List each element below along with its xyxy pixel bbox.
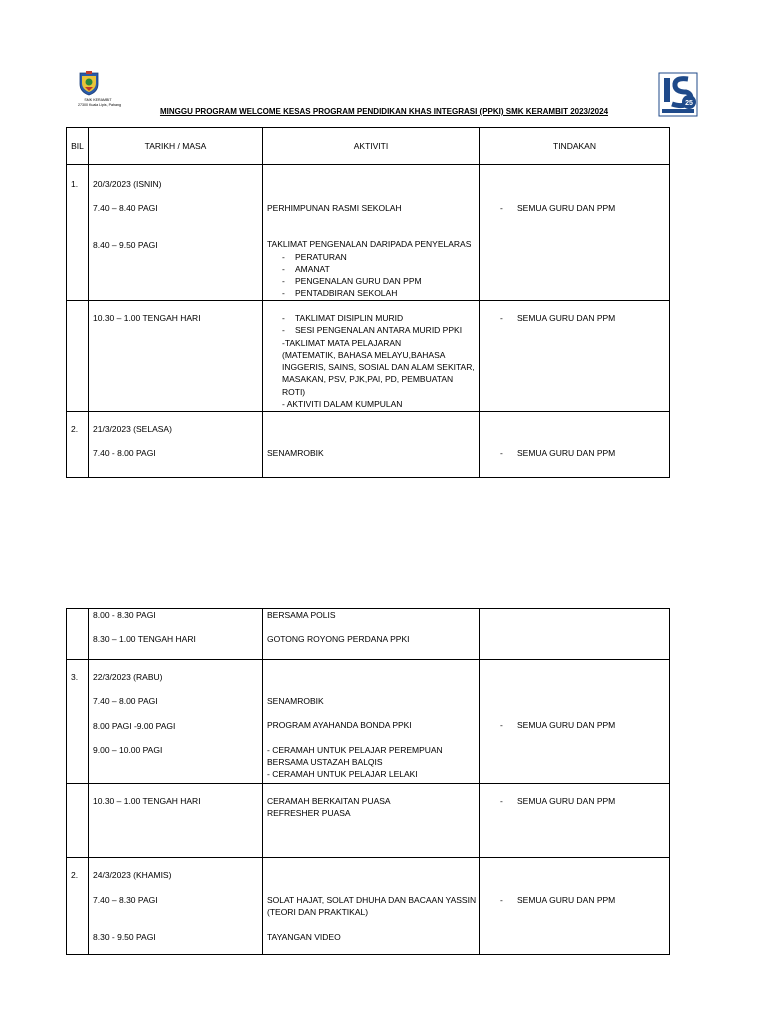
activity-text: GOTONG ROYONG PERDANA PPKI — [267, 634, 410, 645]
time-slot: 8.00 - 8.30 PAGI — [93, 610, 156, 620]
row-date: 22/3/2023 (RABU) — [93, 672, 163, 682]
activity-text: SOLAT HAJAT, SOLAT DHUHA DAN BACAAN YASSIN — [267, 895, 477, 905]
activity-item: - TAKLIMAT DISIPLIN MURID — [263, 312, 479, 324]
crest-caption-1: SMK KERAMBIT — [84, 98, 112, 102]
document-title: MINGGU PROGRAM WELCOME KESAS PROGRAM PENDIDIKAN KHAS INTEGRASI (PPKI) SMK KERAMBIT 2023/2024 — [159, 107, 609, 116]
logo-badge-text: 25 — [685, 100, 693, 107]
schedule-table-1 — [66, 127, 670, 478]
row-bil: 1. — [71, 179, 79, 189]
activity-text: TAYANGAN VIDEO — [267, 931, 341, 942]
action-text: - SEMUA GURU DAN PPM — [500, 796, 616, 806]
activity-text: MASAKAN, PSV, PJK,PAI, PD, PEMBUATAN — [282, 374, 454, 385]
table-row — [67, 660, 670, 784]
activity-text: - AKTIVITI DALAM KUMPULAN — [282, 399, 403, 410]
activity-item: - SESI PENGENALAN ANTARA MURID PPKI — [263, 324, 479, 336]
time-slot: 10.30 – 1.00 TENGAH HARI — [93, 796, 201, 806]
activity-item: - PENGENALAN GURU DAN PPM — [263, 275, 479, 287]
table-row — [67, 412, 670, 478]
activity-text: -TAKLIMAT MATA PELAJARAN — [282, 337, 402, 348]
col-header-aktiviti: AKTIVITI — [263, 128, 480, 165]
school-crest-icon — [78, 70, 100, 96]
activity-text: TAKLIMAT PENGENALAN DARIPADA PENYELARAS — [267, 239, 472, 250]
table-row — [67, 609, 670, 660]
col-header-tarikh: TARIKH / MASA — [89, 128, 263, 165]
row-bil: 3. — [71, 672, 79, 682]
crest-caption-2: 27300 Kuala Lipis, Pahang — [78, 102, 121, 107]
activity-item: - PERATURAN — [263, 251, 479, 263]
activity-text: - CERAMAH UNTUK PELAJAR PEREMPUAN — [267, 744, 443, 755]
time-slot: 8.40 – 9.50 PAGI — [93, 239, 158, 250]
activity-text: SENAMROBIK — [267, 696, 324, 706]
activity-text: PROGRAM AYAHANDA BONDA PPKI — [267, 720, 412, 731]
activity-text: (MATEMATIK, BAHASA MELAYU,BAHASA — [282, 349, 446, 360]
col-header-bil: BIL — [67, 128, 89, 165]
activity-text: BERSAMA USTAZAH BALQIS — [267, 756, 383, 767]
school-crest-logo — [78, 70, 121, 110]
activity-text: - CERAMAH UNTUK PELAJAR LELAKI — [267, 769, 418, 780]
time-slot: 10.30 – 1.00 TENGAH HARI — [93, 313, 201, 323]
activity-text: INGGERIS, SAINS, SOSIAL DAN ALAM SEKITAR, — [282, 362, 475, 373]
table-row — [67, 165, 670, 301]
activity-text: CERAMAH BERKAITAN PUASA — [267, 796, 391, 806]
activity-text: BERSAMA POLIS — [267, 610, 336, 620]
table-header-row — [67, 128, 670, 165]
table-row — [67, 784, 670, 858]
time-slot: 8.30 - 9.50 PAGI — [93, 931, 156, 942]
activity-item: - AMANAT — [263, 263, 479, 275]
action-text: - SEMUA GURU DAN PPM — [500, 895, 616, 905]
action-text: - SEMUA GURU DAN PPM — [500, 720, 616, 730]
time-slot: 7.40 - 8.00 PAGI — [93, 448, 156, 459]
activity-text: SENAMROBIK — [267, 448, 324, 458]
table-row — [67, 858, 670, 955]
activity-text: (TEORI DAN PRAKTIKAL) — [267, 907, 369, 918]
col-header-tindakan: TINDAKAN — [480, 128, 670, 165]
row-date: 24/3/2023 (KHAMIS) — [93, 870, 172, 880]
time-slot: 9.00 – 10.00 PAGI — [93, 744, 163, 755]
time-slot: 8.00 PAGI -9.00 PAGI — [93, 720, 176, 731]
time-slot: 7.40 – 8.30 PAGI — [93, 895, 158, 906]
action-text: - SEMUA GURU DAN PPM — [500, 313, 616, 323]
activity-text: ROTI) — [282, 386, 306, 397]
time-slot: 7.40 – 8.40 PAGI — [93, 203, 158, 214]
time-slot: 7.40 – 8.00 PAGI — [93, 696, 158, 707]
activity-item: - PENTADBIRAN SEKOLAH — [263, 287, 479, 299]
row-bil: 2. — [71, 870, 79, 880]
row-bil: 2. — [71, 424, 79, 434]
schedule-table-2 — [66, 608, 670, 955]
activity-text: PERHIMPUNAN RASMI SEKOLAH — [267, 203, 402, 213]
time-slot: 8.30 – 1.00 TENGAH HARI — [93, 634, 196, 645]
action-text: - SEMUA GURU DAN PPM — [500, 203, 616, 213]
action-text: - SEMUA GURU DAN PPM — [500, 448, 616, 458]
row-date: 21/3/2023 (SELASA) — [93, 424, 172, 434]
activity-text: REFRESHER PUASA — [267, 808, 351, 819]
table-row — [67, 301, 670, 412]
row-date: 20/3/2023 (ISNIN) — [93, 179, 162, 189]
